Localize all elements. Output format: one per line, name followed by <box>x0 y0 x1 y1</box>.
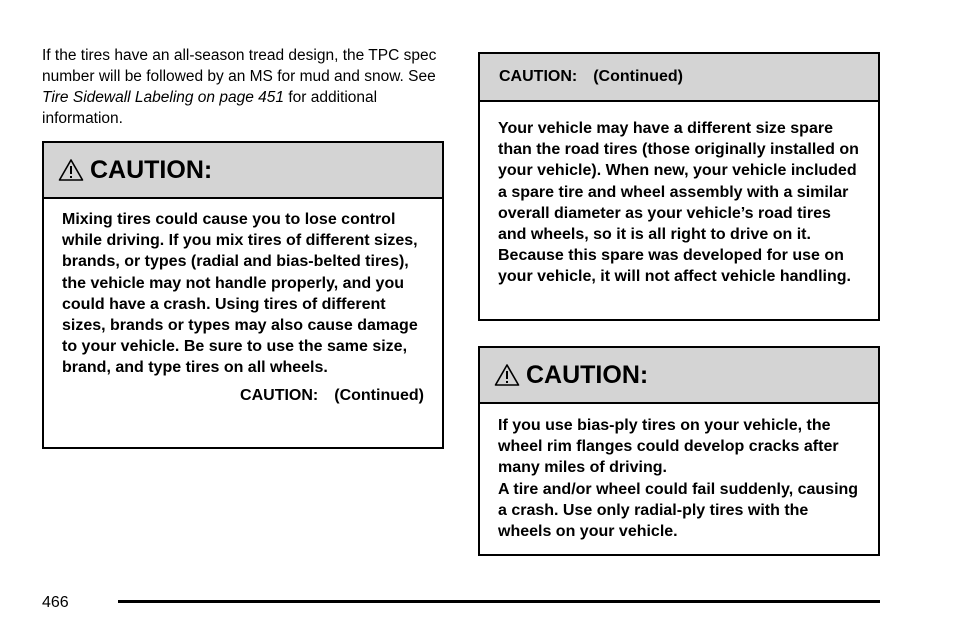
page-number: 466 <box>42 594 69 611</box>
caution-body-line-1: If you use bias-ply tires on your vehicle, the wheel rim flanges could develop cracks after many miles of driving. <box>498 417 839 477</box>
caution-continued-footer <box>44 387 442 405</box>
continued-label: CAUTION: <box>240 386 319 404</box>
caution-header <box>44 143 442 199</box>
intro-text-2: for additional information. <box>42 89 378 127</box>
continued-header-label: CAUTION: <box>499 68 578 85</box>
continued-text: (Continued) <box>334 386 424 404</box>
caution-body-line-2: A tire and/or wheel could fail suddenly, causing a crash. Use only radial-ply tires with the wheels on your vehicle. <box>498 480 859 541</box>
continued-header-text <box>499 68 683 86</box>
caution-box-bias-ply <box>478 346 880 556</box>
warning-triangle-icon <box>58 158 84 182</box>
warning-triangle-icon <box>494 363 520 387</box>
caution-box-tire-mixing <box>42 141 444 449</box>
footer-divider <box>118 600 880 603</box>
caution-continued-header <box>480 54 878 102</box>
intro-cross-reference: Tire Sidewall Labeling on page 451 <box>42 89 285 106</box>
caution-body: Your vehicle may have a different size spare than the road tires (those originally installed on your vehicle). When new, your vehicle included a spare tire and wheel assembly with a similar overall diameter as your vehicle’s road tires and wheels, so it is all right to drive on it. Because this spare was developed for use on your vehicle, it will not affect vehicle handling. <box>498 120 859 286</box>
caution-body: Mixing tires could cause you to lose control while driving. If you mix tires of different sizes, brands, or types (radial and bias-belted tires), the vehicle may not handle properly, and you could have a crash. Using tires of different sizes, brands or types may also cause damage to your vehicle. Be sure to use the same size, brand, and type tires on all wheels. <box>62 211 418 377</box>
intro-text-1: If the tires have an all-season tread design, the TPC spec number will be followed by an MS for mud and snow. See <box>42 47 437 85</box>
intro-paragraph <box>42 45 442 129</box>
caution-title: CAUTION: <box>526 360 649 389</box>
continued-header-suffix: (Continued) <box>593 68 683 85</box>
caution-box-continued-spare <box>478 52 880 321</box>
caution-header <box>480 348 878 404</box>
caution-title: CAUTION: <box>90 155 213 184</box>
